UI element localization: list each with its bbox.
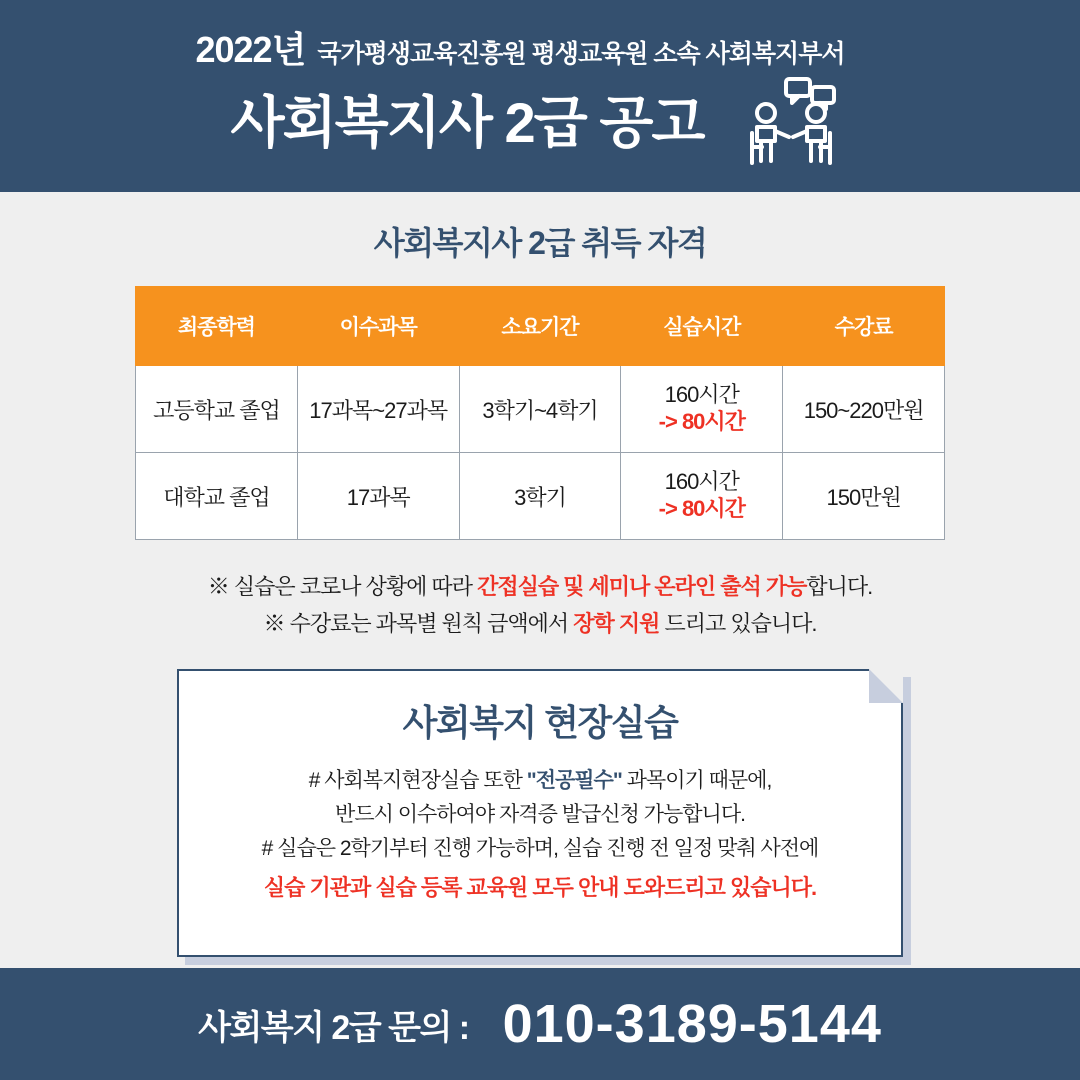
table-row — [136, 366, 945, 453]
practice-hours-old: 160시간 — [664, 469, 739, 495]
cell-courses: 17과목~27과목 — [297, 366, 459, 453]
section-title: 사회복지사 2급 취득 자격 — [373, 225, 707, 261]
card-line-3: # 실습은 2학기부터 진행 가능하며, 실습 진행 전 일정 맞춰 사전에 — [261, 836, 819, 860]
cell-practice-hours — [621, 366, 783, 453]
column-header-courses: 이수과목 — [297, 287, 459, 366]
card-line-1-highlight: "전공필수" — [526, 768, 622, 792]
cell-duration: 3학기~4학기 — [459, 366, 621, 453]
card-line-1-suffix: 과목이기 때문에, — [621, 768, 772, 792]
practice-hours-new: -> 80시간 — [658, 409, 745, 434]
main-content — [0, 192, 1080, 968]
footer-contact-bar — [0, 968, 1080, 1080]
practice-hours-new: -> 80시간 — [658, 496, 745, 521]
cell-education: 대학교 졸업 — [136, 453, 298, 540]
card-line-1 — [179, 764, 901, 798]
cell-education: 고등학교 졸업 — [136, 366, 298, 453]
note-item — [208, 605, 873, 642]
note-item — [208, 568, 873, 605]
note-prefix: ※ 수강료는 과목별 원칙 금액에서 — [263, 611, 574, 637]
cell-courses: 17과목 — [297, 453, 459, 540]
cell-tuition: 150~220만원 — [783, 366, 945, 453]
note-suffix: 합니다. — [806, 574, 873, 599]
meeting-people-icon — [730, 75, 850, 171]
contact-label: 사회복지 2급 문의 : — [198, 1008, 469, 1047]
column-header-education: 최종학력 — [136, 287, 298, 366]
note-highlight: 간접실습 및 세미나 온라인 출석 가능 — [477, 574, 807, 599]
notes-block — [208, 568, 873, 643]
field-practicum-card — [177, 669, 903, 957]
header-subtitle: 국가평생교육진흥원 평생교육원 소속 사회복지부서 — [317, 39, 845, 68]
note-prefix: ※ 실습은 코로나 상황에 따라 — [207, 574, 478, 599]
contact-phone-number[interactable]: 010-3189-5144 — [502, 994, 882, 1054]
qualification-table — [135, 286, 945, 540]
card-line-1-prefix: # 사회복지현장실습 또한 — [308, 768, 527, 792]
table-row — [136, 453, 945, 540]
note-highlight: 장학 지원 — [573, 611, 660, 637]
cell-practice-hours — [621, 453, 783, 540]
field-practicum-card-wrapper — [177, 669, 903, 957]
header-title-row — [230, 75, 849, 171]
column-header-practice-hours: 실습시간 — [621, 287, 783, 366]
cell-duration: 3학기 — [459, 453, 621, 540]
cell-tuition: 150만원 — [783, 453, 945, 540]
table-header-row — [136, 287, 945, 366]
header-banner — [0, 0, 1080, 192]
header-year: 2022년 — [195, 28, 306, 70]
card-line-4: 실습 기관과 실습 등록 교육원 모두 안내 도와드리고 있습니다. — [263, 874, 817, 900]
column-header-tuition: 수강료 — [783, 287, 945, 366]
column-header-duration: 소요기간 — [459, 287, 621, 366]
note-suffix: 드리고 있습니다. — [659, 611, 817, 637]
page-title: 사회복지사 2급 공고 — [230, 90, 704, 154]
header-subtitle-row — [195, 22, 844, 73]
practice-hours-old: 160시간 — [664, 382, 739, 408]
card-title: 사회복지 현장실습 — [402, 701, 678, 743]
card-line-2: 반드시 이수하여야 자격증 발급신청 가능합니다. — [335, 802, 745, 826]
